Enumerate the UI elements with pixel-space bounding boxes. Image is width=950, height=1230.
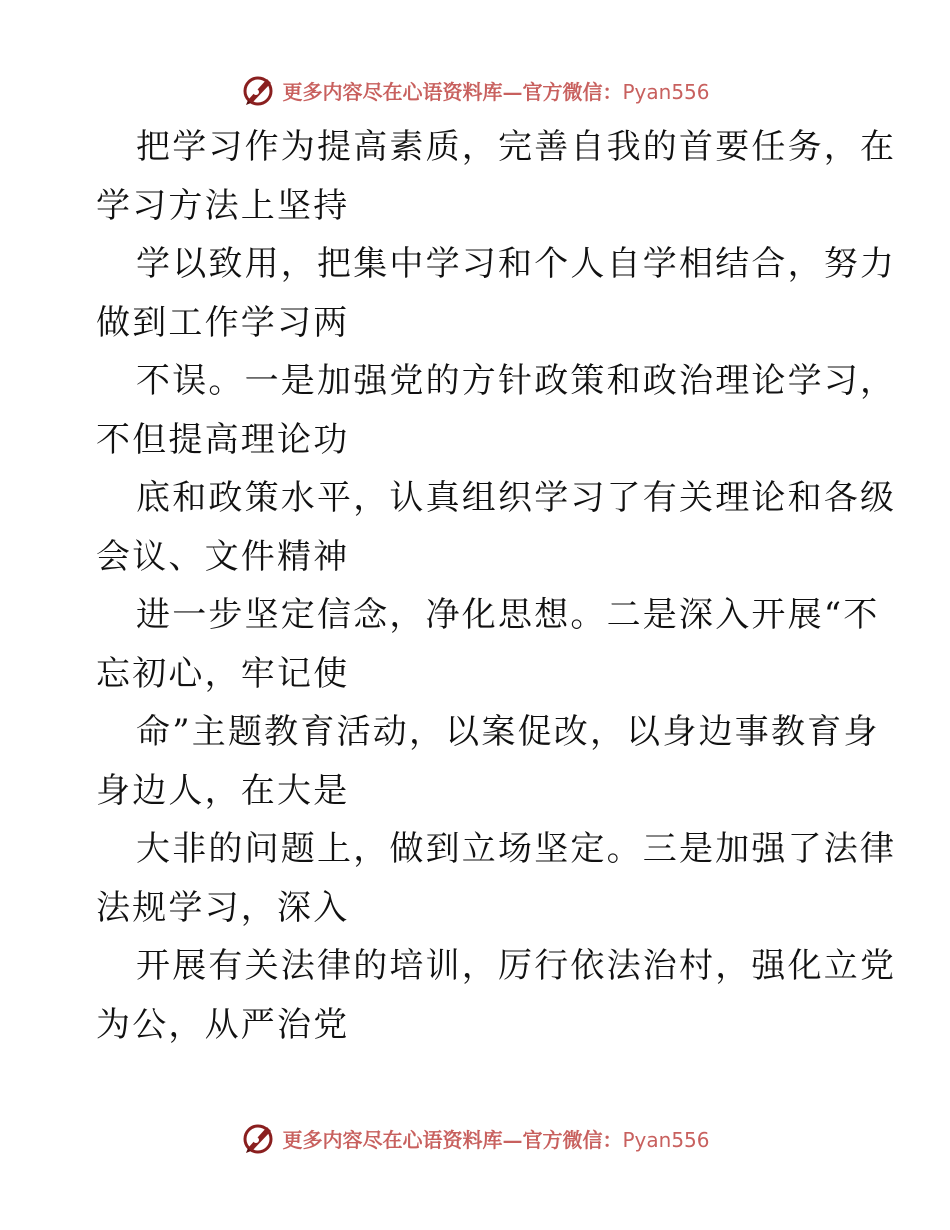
paragraph-line: 大非的问题上，做到立场坚定。三是加强了法律 (136, 829, 897, 869)
wechat-id: Pyan556 (622, 79, 710, 104)
paragraph-line: 不误。一是加强党的方针政策和政治理论学习， (136, 361, 897, 401)
paragraph-line: 把学习作为提高素质，完善自我的首要任务，在 (136, 127, 897, 167)
site-name: 更多内容尽在心语资料库 (282, 1127, 503, 1152)
paragraph-line: 为公，从严治党 (96, 1004, 350, 1045)
paragraph-line: 学习方法上坚持 (96, 185, 350, 226)
paragraph (96, 352, 897, 469)
site-name: 更多内容尽在心语资料库 (282, 79, 503, 104)
paragraph (96, 118, 897, 235)
paragraph-line: 开展有关法律的培训，厉行依法治村，强化立党 (136, 946, 897, 986)
document-body (96, 118, 897, 1054)
paragraph-line: 底和政策水平，认真组织学习了有关理论和各级 (136, 478, 897, 518)
paragraph (96, 469, 897, 586)
paragraph (96, 820, 897, 937)
pen-logo-icon (240, 1120, 276, 1156)
paragraph (96, 937, 897, 1054)
wechat-id: Pyan556 (622, 1127, 710, 1152)
banner-text (282, 1124, 709, 1153)
paragraph (96, 703, 880, 820)
paragraph-line: 会议、文件精神 (96, 536, 350, 577)
paragraph-line: 学以致用，把集中学习和个人自学相结合，努力 (136, 244, 897, 284)
paragraph (96, 586, 880, 703)
paragraph (96, 235, 897, 352)
paragraph-line: 身边人，在大是 (96, 770, 350, 811)
pen-logo-icon (240, 72, 276, 108)
banner-dash: — (502, 1127, 523, 1152)
paragraph-line: 不但提高理论功 (96, 419, 350, 460)
wechat-label: 官方微信： (522, 1127, 623, 1152)
paragraph-line: 法规学习，深入 (96, 887, 350, 928)
banner-dash: — (502, 79, 523, 104)
paragraph-line: 命”主题教育活动，以案促改，以身边事教育身 (136, 712, 880, 752)
wechat-label: 官方微信： (522, 79, 623, 104)
paragraph-line: 做到工作学习两 (96, 302, 350, 343)
header-banner (0, 70, 950, 110)
paragraph-line: 忘初心，牢记使 (96, 653, 350, 694)
paragraph-line: 进一步坚定信念，净化思想。二是深入开展“不 (136, 595, 880, 635)
banner-text (282, 76, 709, 105)
footer-banner (0, 1118, 950, 1158)
